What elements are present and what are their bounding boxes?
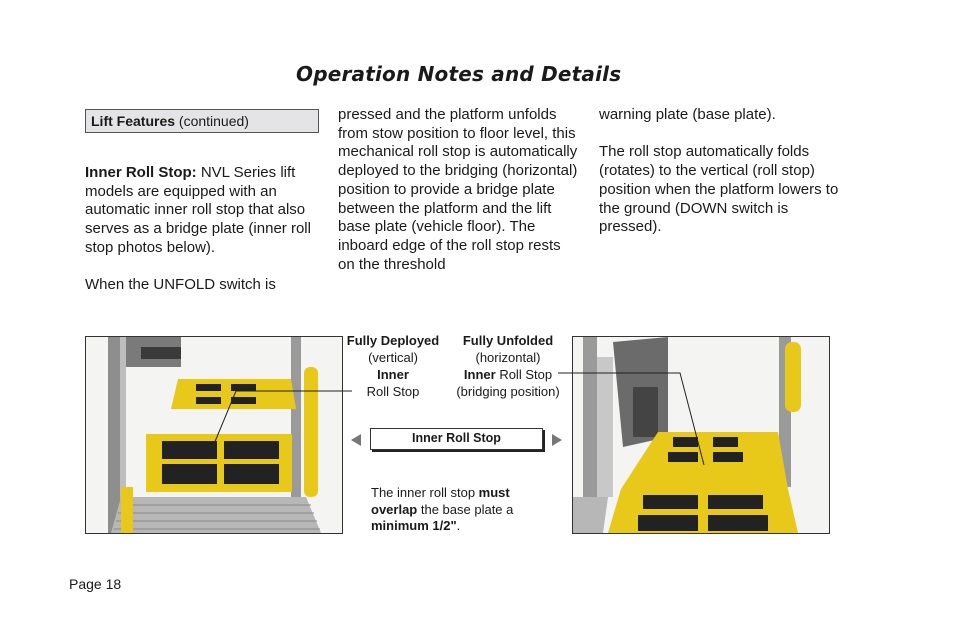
label-right-line3-bold: Inner [463,367,496,382]
col3-paragraph-1: warning plate (base plate). [599,106,776,123]
label-fully-deployed [340,332,446,400]
lift-unfolded-illustration [573,337,829,533]
label-right-line3-rest: Roll Stop [495,367,553,382]
note-bold-1: must overlap [371,485,510,517]
feature-box-bold: Lift Features [91,113,176,129]
label-left-line3: Inner [377,367,409,382]
arrow-right-icon [552,434,562,446]
feature-box-rest: (continued) [175,113,249,129]
label-left-line1: Fully Deployed [346,333,440,348]
label-right-line3 [450,366,566,383]
text-column-1 [85,164,317,295]
col1-paragraph-2: When the UNFOLD switch is [85,276,276,294]
label-right-line4: (bridging position) [456,384,560,399]
col1-paragraph-1 [85,164,317,258]
note-bold-2: minimum 1/2" [371,518,457,533]
text-column-2 [338,106,578,274]
text-column-3 [599,106,839,237]
photo-roll-stop-deployed [85,336,343,534]
col2-paragraph-1: pressed and the platform unfolds from stow position to floor level, this mechanical roll stop is automatically deployed to the bridging (horizontal) position to provide a bridge plate between the platform and the lift base plate (vehicle floor). The inboard edge of the roll stop rests on the threshold [338,106,578,273]
lift-deployed-illustration [86,337,342,533]
note-text-3: . [456,518,461,533]
label-fully-unfolded [450,332,566,400]
note-text-2: the base plate a [417,501,514,517]
note-text-1: The inner roll stop [371,485,479,500]
label-left-line4: Roll Stop [366,384,420,399]
col3-paragraph-2: The roll stop automatically folds (rotates) to the vertical (roll stop) position when the platform lowers to the ground (DOWN switch is pressed). [599,143,839,236]
arrow-left-icon [351,434,361,446]
label-right-line2: (horizontal) [475,350,541,365]
label-right-line1: Fully Unfolded [462,333,554,348]
overlap-note [371,485,551,535]
inner-roll-stop-heading: Inner Roll Stop: [85,164,197,181]
label-left-line2: (vertical) [368,350,418,365]
inner-roll-stop-label-box: Inner Roll Stop [370,428,543,450]
col1-p1-text: NVL Series lift models are equipped with an automatic inner roll stop that also serves as a bridge plate (inner roll stop photos below). [85,164,311,256]
page-number: Page 18 [69,576,122,592]
photo-roll-stop-unfolded [572,336,830,534]
page-title: Operation Notes and Details [296,62,622,86]
lift-features-box [85,109,319,133]
